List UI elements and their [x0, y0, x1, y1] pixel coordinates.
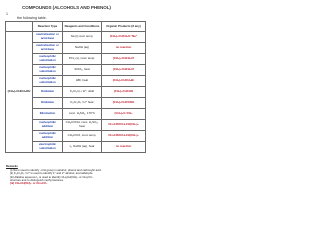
reaction-type-cell: neutralisation or acid-base: [33, 42, 63, 53]
remarks-section: [6, 165, 144, 186]
product-cell: CH₃COOCH₂CH(CH₃)₂: [102, 119, 146, 130]
remark-line: (iii) Alkaline aqueous I₂ is used to identify CH₃CH(OH)– or CH₃CO–: [10, 174, 94, 179]
header-compound: [6, 22, 33, 32]
product-cell: (CH₃)₂CHCH₂O⁻Na⁺: [102, 31, 146, 42]
remark-line: (ii) K₂Cr₂O₇ / H⁺ is used to identify 1° and 2° alcohol, and aldehyde.: [10, 171, 94, 176]
conditions-cell: CH₃COCl, room temp.: [63, 130, 102, 141]
conditions-cell: CH₃COOH, conc. H₂SO₄, heat: [63, 119, 102, 130]
reaction-type-cell: nucleophilic addition: [33, 130, 63, 141]
product-cell: (CH₃)₂CHCH₂Cl: [102, 64, 146, 75]
reaction-type-cell: Oxidation: [33, 86, 63, 97]
conditions-cell: Na (l) room temp.: [63, 31, 102, 42]
remarks-heading: Remarks: [6, 164, 18, 168]
remark-note: (iii) CH₃CH(OH)– or CH₃CO–: [10, 181, 48, 186]
conditions-cell: SOCl₂, heat: [63, 64, 102, 75]
reaction-type-cell: nucleophilic addition: [33, 119, 63, 130]
header-reagents: Reagents and Conditions: [63, 22, 102, 32]
conditions-cell: PCl₅ (s), room temp.: [63, 53, 102, 64]
remark-line: (i) Na is used to identify –OH group in alcohol, phenol and carboxylic acid.: [10, 167, 102, 172]
table-header-row: [6, 22, 146, 32]
reaction-type-cell: Elimination: [33, 108, 63, 119]
product-cell: (CH₃)₂C=CH₂: [102, 108, 146, 119]
reaction-type-cell: electrophilic substitution: [33, 141, 63, 152]
reaction-type-cell: Oxidation: [33, 97, 63, 108]
product-cell: (CH₃)₂CHCHO: [102, 86, 146, 97]
reaction-type-cell: neutralisation or acid-base: [33, 31, 63, 42]
page-title: COMPOUNDS (ALCOHOLS AND PHENOL): [22, 5, 111, 10]
reaction-type-cell: nucleophilic substitution: [33, 75, 63, 86]
product-cell: (CH₃)₂CHCOOH: [102, 97, 146, 108]
header-reaction-type: Reaction Type: [33, 22, 63, 32]
product-cell: no reaction: [102, 42, 146, 53]
product-cell: CH₃COOCH₂CH(CH₃)₂: [102, 130, 146, 141]
conditions-cell: conc. H₂SO₄, 170°C: [63, 108, 102, 119]
header-products: Organic Products (if any): [102, 22, 146, 32]
conditions-cell: I₂, NaOH (aq), heat: [63, 141, 102, 152]
remark-line: structure and to distinguish methyl ketones.: [10, 178, 64, 183]
document-page: [0, 0, 149, 198]
product-cell: no reaction: [102, 141, 146, 152]
conditions-cell: NaOH (aq): [63, 42, 102, 53]
question-instruction: the following table.: [17, 16, 47, 20]
question-number: 1: [6, 12, 8, 16]
compound-cell: (CH₃)₂CHCH₂OH: [6, 31, 33, 152]
conditions-cell: HBr, heat: [63, 75, 102, 86]
reaction-type-cell: nucleophilic substitution: [33, 53, 63, 64]
reaction-type-cell: nucleophilic substitution: [33, 64, 63, 75]
product-cell: (CH₃)₂CHCH₂Cl: [102, 53, 146, 64]
product-cell: (CH₃)₂CHCH₂Br: [102, 75, 146, 86]
conditions-cell: K₂Cr₂O₇ / H⁺ heat: [63, 97, 102, 108]
table-row: [6, 31, 146, 42]
reactions-table: [5, 21, 146, 153]
conditions-cell: K₂Cr₂O₇ / H⁺, distil: [63, 86, 102, 97]
